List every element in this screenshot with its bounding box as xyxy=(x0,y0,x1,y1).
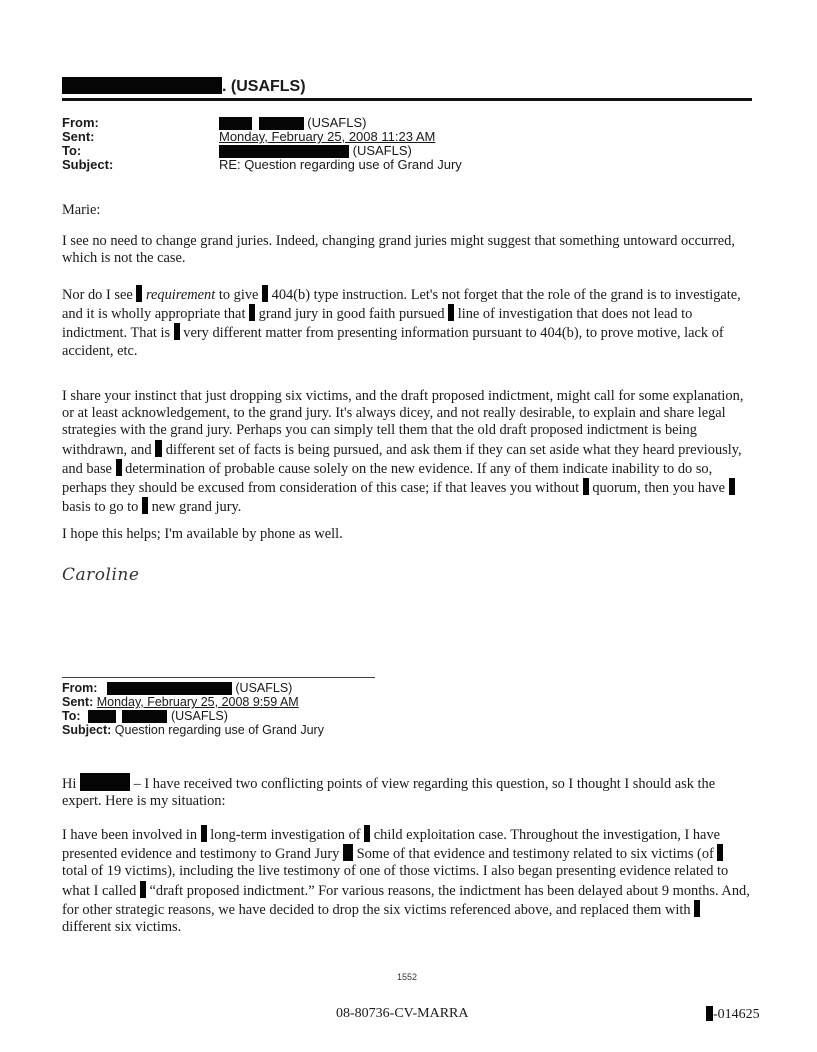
text-run: I have been involved in xyxy=(62,827,198,843)
text-run: different set of facts is being pursued, and ask them if they can set aside what they heard previously, and base xyxy=(62,441,742,477)
redaction-box xyxy=(174,323,180,340)
redaction-box xyxy=(142,497,148,514)
to-suffix: (USAFLS) xyxy=(352,143,412,158)
email2-paragraph-2 xyxy=(62,825,752,936)
sent-value: Monday, February 25, 2008 11:23 AM xyxy=(219,129,436,144)
document-header xyxy=(62,77,306,96)
to-value xyxy=(219,144,412,158)
text-run: I share your instinct that just dropping six victims, and the draft proposed indictment, might call for some explanation, or at least acknowledgement, to the grand jury. It's always dicey, and not really desirable, to explain and share legal strategies with the grand jury. Perhaps you can simply tell them that the old draft proposed indictment is being withdrawn, and xyxy=(62,388,744,458)
redaction-box xyxy=(136,285,142,302)
paragraph-text: I hope this helps; I'm available by phone as well. xyxy=(62,526,343,542)
text-run: Some of that evidence and testimony related to six victims (of xyxy=(356,846,714,863)
email1-paragraph-1 xyxy=(62,233,752,267)
redaction-box xyxy=(122,710,167,723)
redaction-box xyxy=(694,900,700,917)
text-run: new grand jury. xyxy=(151,499,242,516)
paragraph-text: I see no need to change grand juries. Indeed, changing grand juries might suggest that something untoward occurred, which is not the case. xyxy=(62,233,735,267)
text-run: long-term investigation of xyxy=(210,827,361,843)
text-run: Nor do I see xyxy=(62,287,133,303)
redaction-box xyxy=(155,440,162,457)
bates-value: -014625 xyxy=(713,1007,760,1022)
greeting: Marie: xyxy=(62,202,101,218)
redaction-box xyxy=(729,478,735,495)
from-label: From: xyxy=(62,681,98,695)
redaction-box xyxy=(706,1006,713,1021)
subject-label: Subject: xyxy=(62,157,114,172)
text-run: “draft proposed indictment.” For various reasons, the indictment has been delayed about 9 months. And, for other strategic reasons, we have decided to drop the six victims referenced above, and replaced them with xyxy=(62,882,750,918)
from-suffix: (USAFLS) xyxy=(235,681,293,695)
redaction-box xyxy=(717,844,723,861)
redaction-box xyxy=(583,478,589,495)
redaction-box xyxy=(88,710,116,723)
email1-paragraph-2 xyxy=(62,285,752,360)
from-label: From: xyxy=(62,115,99,130)
text-run: Hi xyxy=(62,776,77,792)
header-name-suffix: . (USAFLS) xyxy=(222,78,306,95)
from-value xyxy=(219,116,366,130)
redaction-box xyxy=(140,881,146,898)
redaction-box xyxy=(80,773,130,791)
text-run: 404(b) type instruction. Let's not forget that the role of the grand is to investigate, and it is wholly appropriate that xyxy=(62,287,741,323)
email2-to xyxy=(62,709,228,723)
text-run: different six victims. xyxy=(62,919,182,936)
to-label: To: xyxy=(62,143,82,158)
text-run: total of 19 victims), including the live testimony of one of those victims. I also began presenting evidence related to what I called xyxy=(62,863,729,899)
text-run: to give xyxy=(218,287,259,303)
text-run: line of investigation that does not lead to indictment. That is xyxy=(62,306,693,342)
text-run: child exploitation case. Throughout the investigation, I have presented evidence and testimony to Grand Jury xyxy=(62,827,721,863)
page-number: 1552 xyxy=(397,972,418,982)
text-run: very different matter from presenting information pursuant to 404(b), to prove motive, lack of accident, etc. xyxy=(62,325,724,359)
signature: Caroline xyxy=(62,565,140,585)
redaction-box xyxy=(343,844,353,861)
email-separator xyxy=(62,677,375,678)
sent-label: Sent: xyxy=(62,695,94,709)
email1-paragraph-3 xyxy=(62,388,752,516)
email2-paragraph-1 xyxy=(62,773,752,810)
email2-sent xyxy=(62,695,299,709)
redaction-box xyxy=(448,304,454,321)
subject-label: Subject: xyxy=(62,723,112,737)
from-suffix: (USAFLS) xyxy=(307,115,367,130)
email2-subject xyxy=(62,723,324,737)
redaction-box xyxy=(249,304,255,321)
text-run: – I have received two conflicting points of view regarding this question, so I thought I should ask the expert. Here is my situation: xyxy=(62,776,716,810)
email1-paragraph-4 xyxy=(62,526,752,543)
email2-from xyxy=(62,681,292,695)
redaction-box xyxy=(201,825,207,842)
header-rule xyxy=(62,98,752,101)
redaction-box xyxy=(116,459,122,476)
redaction-box xyxy=(262,285,268,302)
redaction-box xyxy=(107,682,232,695)
to-label: To: xyxy=(62,709,81,723)
subject-value: RE: Question regarding use of Grand Jury xyxy=(219,157,462,172)
sent-value: Monday, February 25, 2008 9:59 AM xyxy=(96,695,299,709)
case-number: 08-80736-CV-MARRA xyxy=(336,1006,469,1021)
sent-label: Sent: xyxy=(62,129,95,144)
text-run: determination of probable cause solely on the new evidence. If any of them indicate inability to do so, perhaps they should be excused from consideration of this case; if that leaves you without xyxy=(62,460,713,497)
emphasis-text: requirement xyxy=(145,287,216,303)
redaction-box xyxy=(62,77,222,94)
subject-value: Question regarding use of Grand Jury xyxy=(114,723,324,737)
bates-number xyxy=(706,1006,760,1023)
to-suffix: (USAFLS) xyxy=(170,709,228,723)
text-run: quorum, then you have xyxy=(592,480,726,497)
redaction-box xyxy=(364,825,370,842)
text-run: basis to go to xyxy=(62,499,139,516)
text-run: grand jury in good faith pursued xyxy=(258,306,445,323)
